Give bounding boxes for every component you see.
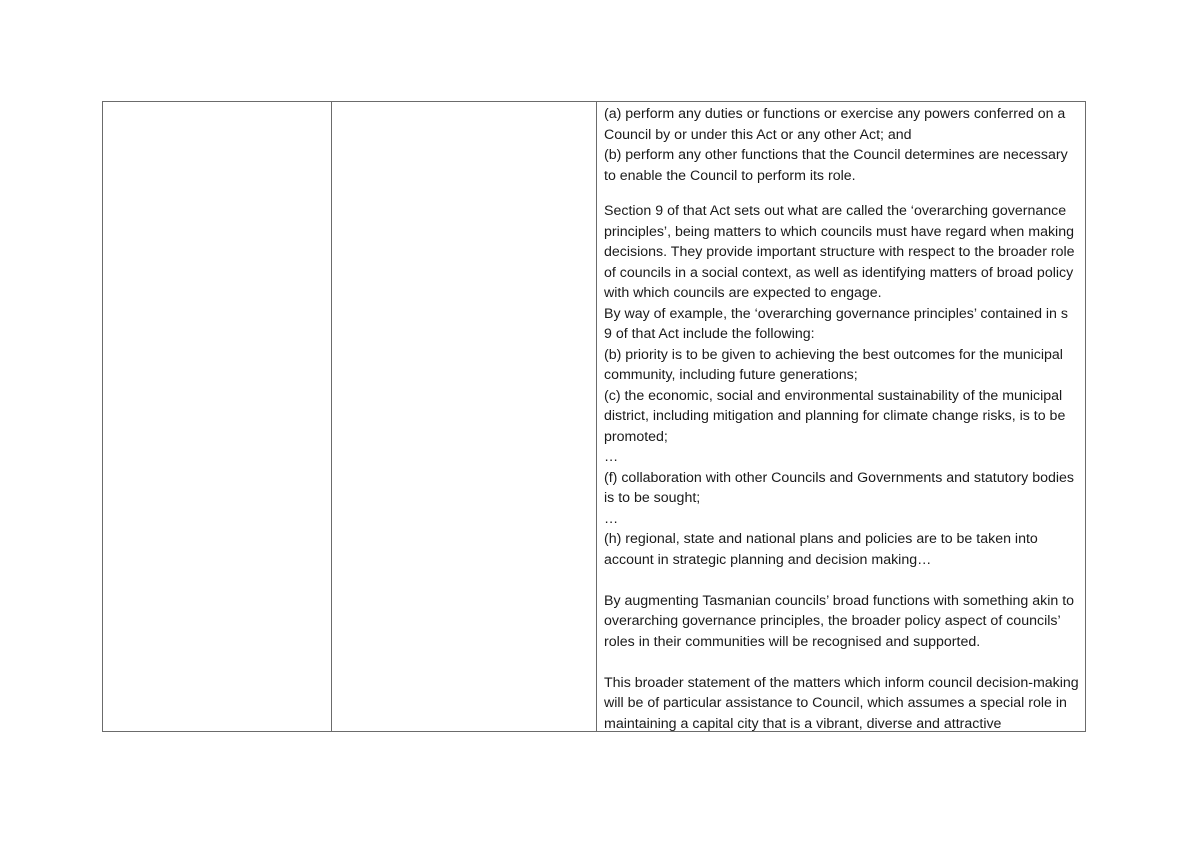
ellipsis: … xyxy=(604,449,619,465)
paragraph: By augmenting Tasmanian councils’ broad functions with something akin to overarching governance principles, the broader policy aspect of councils’ roles in their communities will be recognised and supported. xyxy=(604,592,1075,650)
paragraph: (c) the economic, social and environmental sustainability of the municipal district, including mitigation and planning for climate change risks, is to be promoted; xyxy=(604,387,1066,445)
paragraph: Section 9 of that Act sets out what are called the ‘overarching governance principles’, being matters to which councils must have regard when making decisions. They provide important structure with respect to the broader role of councils in a social context, as well as identifying matters of broad policy with which councils are expected to engage. xyxy=(604,203,1075,301)
paragraph: By way of example, the ‘overarching governance principles’ contained in s 9 of that Act include the following: xyxy=(604,305,1068,342)
paragraph-block-4 xyxy=(604,673,1079,732)
paragraph: (b) priority is to be given to achieving the best outcomes for the municipal community, including future generations; xyxy=(604,346,1063,383)
paragraph: This broader statement of the matters which inform council decision-making will be of particular assistance to Council, which assumes a special role in maintaining a capital city that is a vibrant, diverse and attractive xyxy=(604,674,1079,731)
table-cell-col2 xyxy=(332,102,597,732)
paragraph-block-1 xyxy=(604,104,1079,186)
spacer xyxy=(604,652,1079,673)
document-table xyxy=(102,101,1086,732)
cell-content-col3 xyxy=(597,102,1085,731)
paragraph: (f) collaboration with other Councils and Governments and statutory bodies is to be sought; xyxy=(604,469,1075,506)
paragraph: (a) perform any duties or functions or exercise any powers conferred on a Council by or under this Act or any other Act; and xyxy=(604,106,1066,143)
table-cell-col1 xyxy=(103,102,332,732)
paragraph: (h) regional, state and national plans and policies are to be taken into account in strategic planning and decision making… xyxy=(604,531,1038,568)
paragraph-block-2 xyxy=(604,201,1079,570)
table-cell-col3 xyxy=(597,102,1086,732)
spacer xyxy=(604,186,1079,201)
paragraph: (b) perform any other functions that the Council determines are necessary to enable the Council to perform its role. xyxy=(604,147,1068,184)
paragraph-block-3 xyxy=(604,591,1079,653)
ellipsis: … xyxy=(604,510,619,527)
spacer xyxy=(604,570,1079,591)
table-row xyxy=(103,102,1086,732)
